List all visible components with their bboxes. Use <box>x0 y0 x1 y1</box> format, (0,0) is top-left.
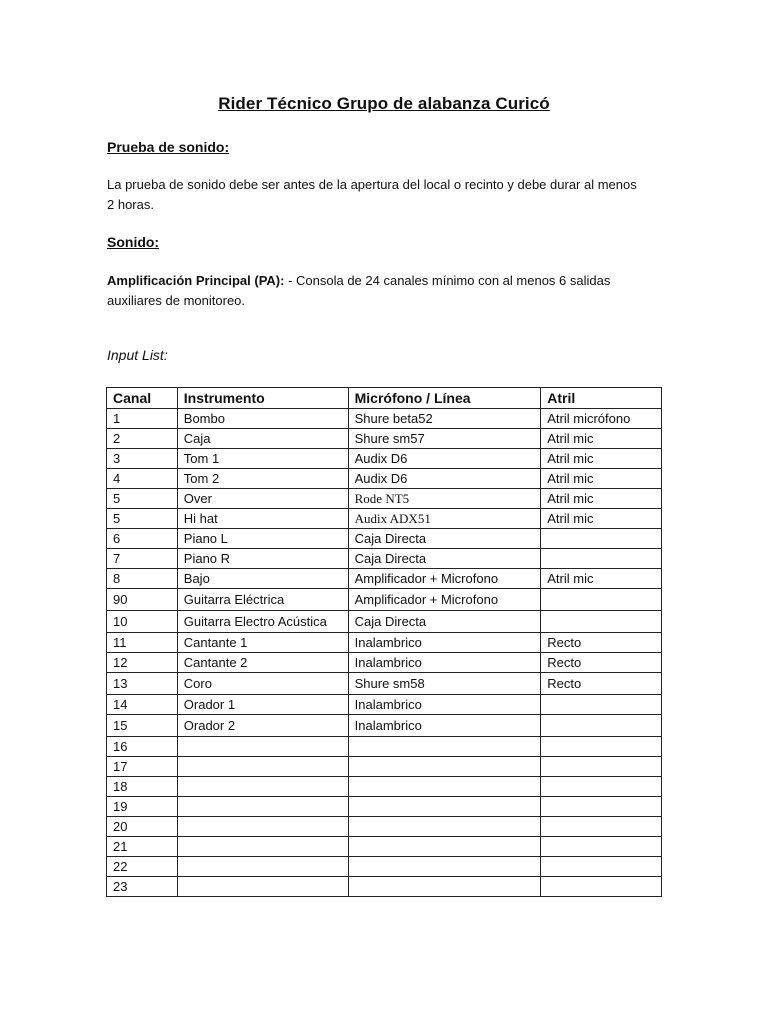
cell-atril: Recto <box>541 633 662 653</box>
sound-check-text: La prueba de sonido debe ser antes de la apertura del local o recinto y debe durar al menos 2 horas. <box>107 177 637 212</box>
cell-microfono-linea: Inalambrico <box>348 715 541 737</box>
cell-instrumento: Tom 1 <box>177 449 348 469</box>
table-row <box>107 429 662 449</box>
cell-atril: Atril mic <box>541 449 662 469</box>
cell-atril <box>541 715 662 737</box>
header-instrumento: Instrumento <box>177 388 348 409</box>
cell-canal: 2 <box>107 429 178 449</box>
cell-instrumento: Cantante 2 <box>177 653 348 673</box>
input-list-body <box>107 409 662 897</box>
table-row <box>107 757 662 777</box>
cell-instrumento <box>177 817 348 837</box>
input-list-label: Input List: <box>107 347 168 363</box>
cell-microfono-linea: Inalambrico <box>348 695 541 715</box>
cell-microfono-linea <box>348 877 541 897</box>
table-row <box>107 549 662 569</box>
table-row <box>107 449 662 469</box>
cell-atril <box>541 837 662 857</box>
cell-canal: 7 <box>107 549 178 569</box>
cell-instrumento: Cantante 1 <box>177 633 348 653</box>
cell-instrumento <box>177 777 348 797</box>
cell-microfono-linea: Caja Directa <box>348 611 541 633</box>
cell-canal: 90 <box>107 589 178 611</box>
cell-canal: 8 <box>107 569 178 589</box>
cell-canal: 1 <box>107 409 178 429</box>
table-row <box>107 633 662 653</box>
table-header-row <box>107 388 662 409</box>
cell-microfono-linea: Shure beta52 <box>348 409 541 429</box>
cell-atril: Atril mic <box>541 429 662 449</box>
cell-atril <box>541 757 662 777</box>
table-row <box>107 529 662 549</box>
cell-instrumento <box>177 877 348 897</box>
cell-canal: 21 <box>107 837 178 857</box>
cell-microfono-linea: Shure sm57 <box>348 429 541 449</box>
pa-label: Amplificación Principal (PA): <box>107 273 285 288</box>
table-row <box>107 611 662 633</box>
cell-canal: 14 <box>107 695 178 715</box>
table-row <box>107 695 662 715</box>
table-row <box>107 837 662 857</box>
cell-canal: 10 <box>107 611 178 633</box>
cell-atril: Atril mic <box>541 509 662 529</box>
cell-canal: 20 <box>107 817 178 837</box>
table-row <box>107 673 662 695</box>
cell-atril: Recto <box>541 673 662 695</box>
table-row <box>107 489 662 509</box>
table-row <box>107 653 662 673</box>
cell-microfono-linea: Rode NT5 <box>348 489 541 509</box>
cell-microfono-linea: Inalambrico <box>348 633 541 653</box>
table-row <box>107 777 662 797</box>
table-row <box>107 857 662 877</box>
cell-instrumento: Hi hat <box>177 509 348 529</box>
cell-canal: 11 <box>107 633 178 653</box>
sound-heading: Sonido: <box>107 234 160 250</box>
table-row <box>107 817 662 837</box>
table-row <box>107 589 662 611</box>
cell-atril <box>541 589 662 611</box>
document-title: Rider Técnico Grupo de alabanza Curicó <box>218 94 550 113</box>
cell-atril: Atril mic <box>541 469 662 489</box>
cell-microfono-linea: Caja Directa <box>348 549 541 569</box>
cell-microfono-linea: Audix D6 <box>348 449 541 469</box>
cell-canal: 19 <box>107 797 178 817</box>
cell-canal: 5 <box>107 489 178 509</box>
cell-atril <box>541 797 662 817</box>
cell-canal: 6 <box>107 529 178 549</box>
cell-instrumento: Guitarra Electro Acústica <box>177 611 348 633</box>
cell-atril: Atril mic <box>541 569 662 589</box>
cell-instrumento <box>177 857 348 877</box>
cell-instrumento: Bajo <box>177 569 348 589</box>
cell-atril <box>541 737 662 757</box>
cell-atril: Atril micrófono <box>541 409 662 429</box>
cell-microfono-linea: Amplificador + Microfono <box>348 569 541 589</box>
cell-microfono-linea <box>348 737 541 757</box>
cell-atril <box>541 549 662 569</box>
table-row <box>107 797 662 817</box>
cell-canal: 3 <box>107 449 178 469</box>
cell-instrumento: Bombo <box>177 409 348 429</box>
cell-instrumento: Orador 2 <box>177 715 348 737</box>
cell-atril <box>541 877 662 897</box>
cell-canal: 16 <box>107 737 178 757</box>
cell-instrumento <box>177 837 348 857</box>
header-atril: Atril <box>541 388 662 409</box>
cell-atril: Atril mic <box>541 489 662 509</box>
cell-instrumento: Caja <box>177 429 348 449</box>
cell-microfono-linea <box>348 817 541 837</box>
cell-microfono-linea <box>348 757 541 777</box>
cell-canal: 23 <box>107 877 178 897</box>
cell-instrumento: Guitarra Eléctrica <box>177 589 348 611</box>
table-row <box>107 715 662 737</box>
cell-microfono-linea: Caja Directa <box>348 529 541 549</box>
cell-atril <box>541 695 662 715</box>
cell-canal: 17 <box>107 757 178 777</box>
cell-atril <box>541 817 662 837</box>
cell-atril <box>541 777 662 797</box>
cell-instrumento: Orador 1 <box>177 695 348 715</box>
cell-atril <box>541 611 662 633</box>
cell-microfono-linea: Audix ADX51 <box>348 509 541 529</box>
cell-canal: 12 <box>107 653 178 673</box>
cell-instrumento: Piano L <box>177 529 348 549</box>
cell-microfono-linea <box>348 777 541 797</box>
input-list-table <box>106 387 662 897</box>
cell-canal: 15 <box>107 715 178 737</box>
header-microfono-linea: Micrófono / Línea <box>348 388 541 409</box>
table-row <box>107 737 662 757</box>
cell-microfono-linea: Inalambrico <box>348 653 541 673</box>
cell-microfono-linea: Audix D6 <box>348 469 541 489</box>
table-row <box>107 569 662 589</box>
header-canal: Canal <box>107 388 178 409</box>
cell-microfono-linea <box>348 797 541 817</box>
cell-instrumento <box>177 797 348 817</box>
pa-text: - Consola de 24 canales mínimo con al menos 6 salidas auxiliares de monitoreo. <box>107 273 611 308</box>
cell-canal: 4 <box>107 469 178 489</box>
cell-microfono-linea <box>348 857 541 877</box>
cell-instrumento: Over <box>177 489 348 509</box>
cell-atril <box>541 857 662 877</box>
cell-atril: Recto <box>541 653 662 673</box>
sound-check-heading: Prueba de sonido: <box>107 139 230 155</box>
cell-instrumento: Coro <box>177 673 348 695</box>
cell-microfono-linea <box>348 837 541 857</box>
cell-instrumento <box>177 737 348 757</box>
cell-instrumento <box>177 757 348 777</box>
table-row <box>107 469 662 489</box>
cell-instrumento: Tom 2 <box>177 469 348 489</box>
cell-atril <box>541 529 662 549</box>
cell-canal: 22 <box>107 857 178 877</box>
cell-canal: 5 <box>107 509 178 529</box>
cell-microfono-linea: Shure sm58 <box>348 673 541 695</box>
table-row <box>107 877 662 897</box>
cell-microfono-linea: Amplificador + Microfono <box>348 589 541 611</box>
pa-paragraph <box>107 271 647 311</box>
cell-canal: 18 <box>107 777 178 797</box>
cell-instrumento: Piano R <box>177 549 348 569</box>
table-row <box>107 409 662 429</box>
table-row <box>107 509 662 529</box>
cell-canal: 13 <box>107 673 178 695</box>
